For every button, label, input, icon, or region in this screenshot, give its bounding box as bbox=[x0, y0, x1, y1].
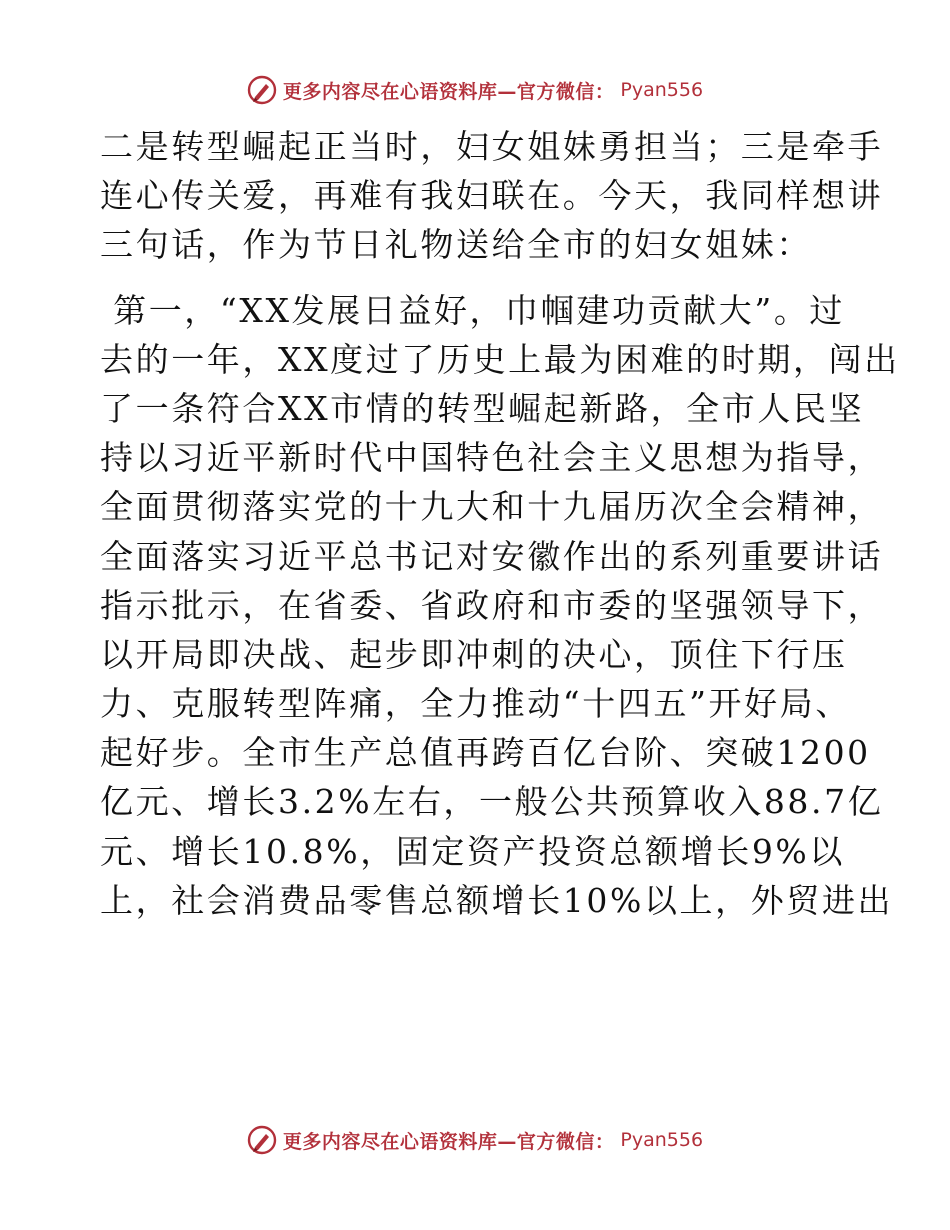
text-line: 三句话，作为节日礼物送给全市的妇女姐妹： bbox=[100, 225, 812, 265]
watermark-handle: Pyan556 bbox=[620, 79, 704, 101]
text-line: 以开局即决战、起步即冲刺的决心，顶住下行压 bbox=[100, 634, 848, 674]
header-watermark bbox=[0, 70, 950, 110]
text-line: 去的一年，XX度过了历史上最为困难的时期，闯出 bbox=[100, 339, 900, 379]
text-line: 全面贯彻落实党的十九大和十九届历次全会精神， bbox=[100, 487, 884, 527]
pen-logo-icon bbox=[247, 1125, 277, 1155]
text-line: 二是转型崛起正当时，妇女姐妹勇担当；三是牵手 bbox=[100, 127, 884, 166]
watermark-text: 更多内容尽在心语资料库—官方微信： bbox=[282, 1130, 615, 1153]
document-body bbox=[100, 122, 900, 925]
text-line: 亿元、增长3.2%左右，一般公共预算收入88.7亿 bbox=[100, 782, 884, 822]
text-line: 了一条符合XX市情的转型崛起新路，全市人民坚 bbox=[100, 388, 865, 428]
text-line: 力、克服转型阵痛，全力推动“十四五”开好局、 bbox=[100, 684, 851, 724]
text-line: 起好步。全市生产总值再跨百亿台阶、突破1200 bbox=[100, 733, 871, 773]
text-line: 连心传关爱，再难有我妇联在。今天，我同样想讲 bbox=[100, 176, 884, 216]
watermark-handle: Pyan556 bbox=[620, 1129, 704, 1151]
footer-watermark bbox=[0, 1120, 950, 1160]
text-line: 元、增长10.8%，固定资产投资总额增长9%以 bbox=[100, 831, 845, 871]
text-line: 持以习近平新时代中国特色社会主义思想为指导， bbox=[100, 438, 884, 478]
text-line: 第一，“XX发展日益好，巾帼建功贡献大”。过 bbox=[100, 290, 846, 330]
pen-logo-icon bbox=[247, 75, 277, 105]
text-line: 指示批示，在省委、省政府和市委的坚强领导下， bbox=[100, 585, 884, 625]
text-line: 上，社会消费品零售总额增长10%以上，外贸进出 bbox=[100, 880, 894, 920]
paragraph-intro bbox=[100, 122, 884, 270]
paragraph-first-point bbox=[100, 286, 900, 925]
watermark-text: 更多内容尽在心语资料库—官方微信： bbox=[282, 80, 615, 103]
text-line: 全面落实习近平总书记对安徽作出的系列重要讲话 bbox=[100, 536, 884, 576]
